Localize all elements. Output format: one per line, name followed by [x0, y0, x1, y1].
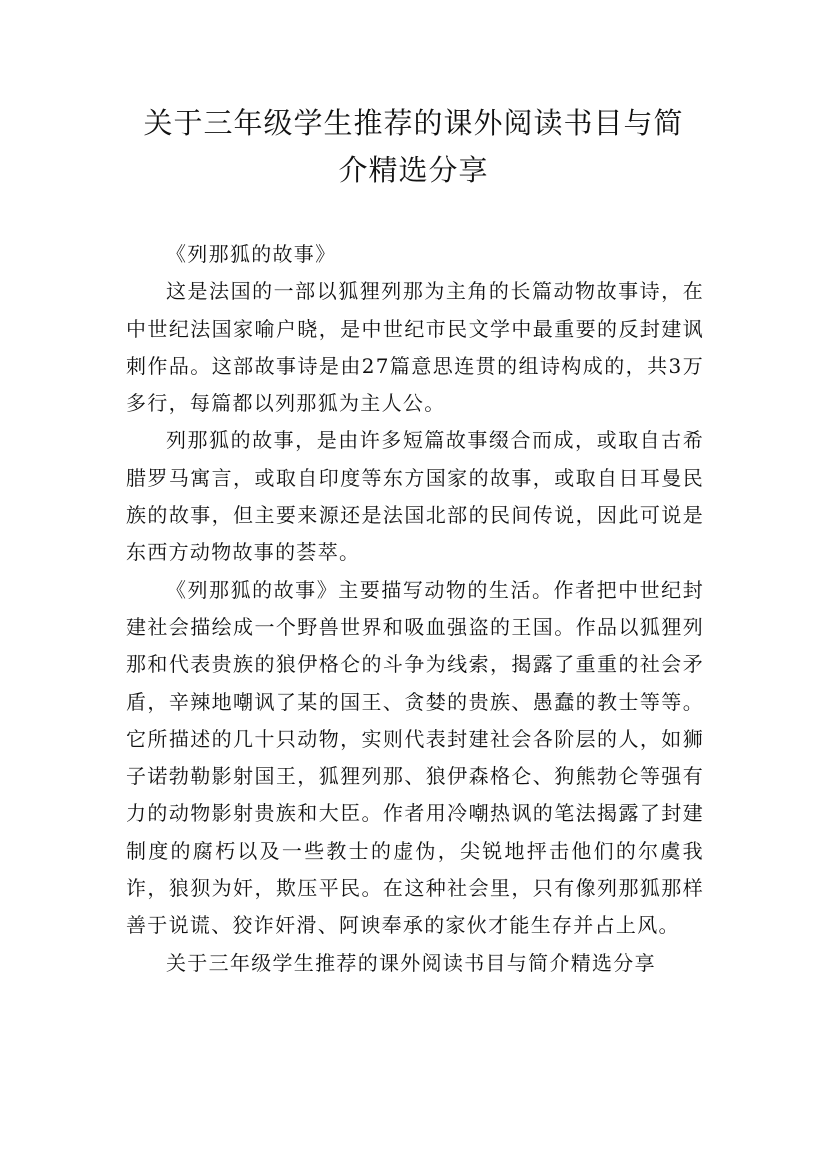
- paragraph-content: 《列那狐的故事》主要描写动物的生活。作者把中世纪封建社会描绘成一个野兽世界和吸血强盗的王国。作品以狐狸列那和代表贵族的狼伊格仑的斗争为线索，揭露了重重的社会矛盾，辛辣地嘲讽了某的国王、贪婪的贵族、愚蠢的教士等等。它所描述的几十只动物，实则代表封建社会各阶层的人，如狮子诺勃勒影射国王，狐狸列那、狼伊森格仑、狗熊勃仑等强有力的动物影射贵族和大臣。作者用冷嘲热讽的笔法揭露了封建制度的腐朽以及一些教士的虚伪，尖锐地抨击他们的尔虞我诈，狼狈为奸，欺压平民。在这种社会里，只有像列那狐那样善于说谎、狡诈奸滑、阿谀奉承的家伙才能生存并占上风。: [126, 577, 704, 938]
- paragraph-sources: 列那狐的故事，是由许多短篇故事缀合而成，或取自古希腊罗马寓言，或取自印度等东方国家的故事，或取自日耳曼民族的故事，但主要来源还是法国北部的民间传说，因此可说是东西方动物故事的荟萃。: [126, 428, 704, 565]
- paragraph-footer-title: 关于三年级学生推荐的课外阅读书目与简介精选分享: [166, 950, 656, 975]
- title-line-2: 介精选分享: [338, 153, 489, 187]
- title-line-1: 关于三年级学生推荐的课外阅读书目与简: [143, 106, 684, 140]
- book-title-heading: 《列那狐的故事》: [166, 242, 337, 266]
- paragraph-intro: 这是法国的一部以狐狸列那为主角的长篇动物故事诗，在中世纪法国家喻户晓，是中世纪市民文学中最重要的反封建讽刺作品。这部故事诗是由27篇意思连贯的组诗构成的，共3万多行，每篇都以列那狐为主人公。: [126, 279, 704, 416]
- document-title: [100, 100, 727, 194]
- document-body: [126, 236, 704, 982]
